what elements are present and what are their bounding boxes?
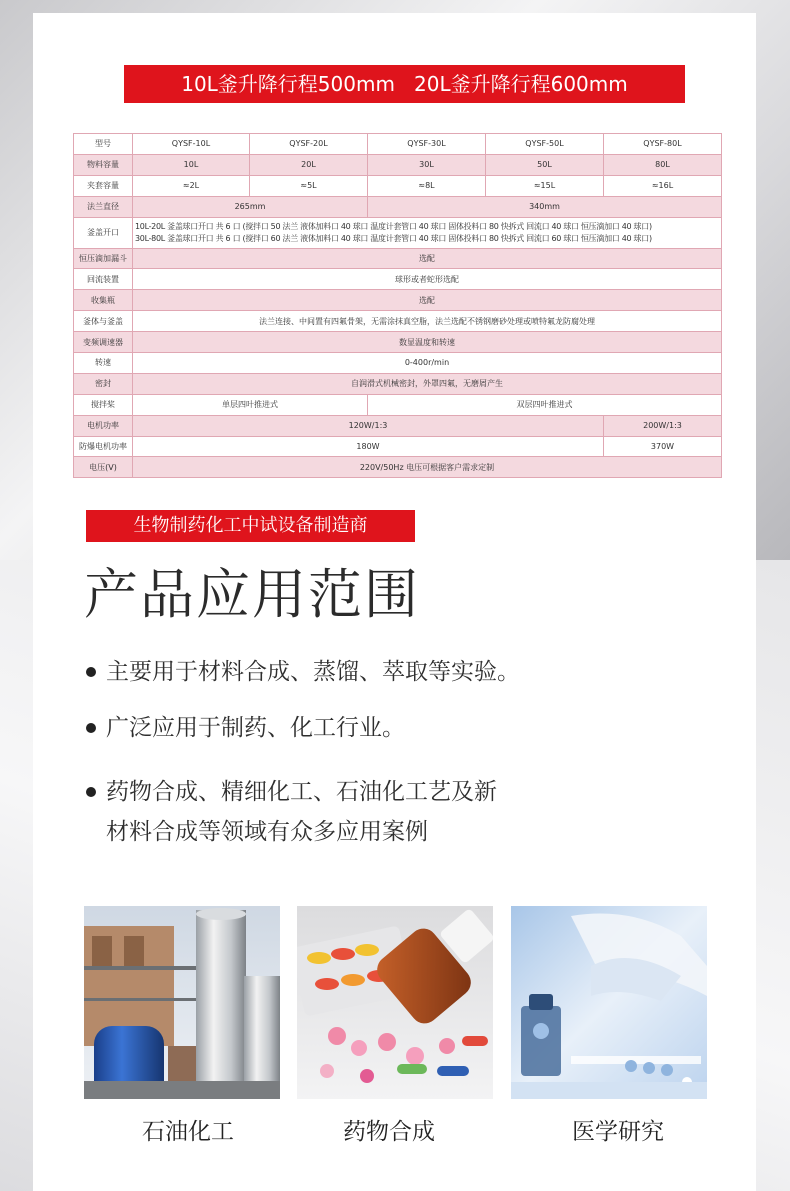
table-row [74, 217, 722, 248]
bullet-dot-icon [86, 787, 96, 797]
table-cell: 0-400r/min [133, 353, 722, 374]
row-label: 收集瓶 [74, 290, 133, 311]
table-cell: 80L [604, 154, 722, 175]
table-cell: ≈15L [486, 175, 604, 196]
table-row [74, 290, 722, 311]
table-row [74, 248, 722, 269]
row-label: 转速 [74, 353, 133, 374]
table-row [74, 196, 722, 217]
table-cell [133, 217, 722, 248]
row-label: 恒压滴加漏斗 [74, 248, 133, 269]
row-label: 变频调速器 [74, 332, 133, 353]
table-row [74, 332, 722, 353]
table-cell: 265mm [133, 196, 368, 217]
ports-line-2: 30L-80L 釜盖球口开口 共 6 口 (搅拌口 60 法兰 液体加料口 40 球口 温度计套管口 40 球口 固体投料口 80 快拆式 回流口 60 球口 恒压滴加口 40 球口) [135, 233, 652, 243]
row-label: 密封 [74, 373, 133, 394]
table-row [74, 373, 722, 394]
table-cell: QYSF-30L [368, 134, 486, 155]
table-cell: 200W/1:3 [604, 415, 722, 436]
row-label: 电压(V) [74, 457, 133, 478]
row-label: 夹套容量 [74, 175, 133, 196]
table-cell: ≈16L [604, 175, 722, 196]
manufacturer-tag: 生物制药化工中试设备制造商 [86, 510, 415, 542]
row-label: 釜体与釜盖 [74, 311, 133, 332]
table-row [74, 311, 722, 332]
lab-research-photo [511, 906, 707, 1099]
table-row [74, 394, 722, 415]
caption-medical-research: 医学研究 [572, 1119, 664, 1145]
section-title: 产品应用范围 [84, 563, 420, 626]
table-cell: 340mm [368, 196, 722, 217]
table-cell: QYSF-10L [133, 134, 250, 155]
row-label: 法兰直径 [74, 196, 133, 217]
table-cell: 数显温度和转速 [133, 332, 722, 353]
bullet-dot-icon [86, 723, 96, 733]
bullet-dot-icon [86, 667, 96, 677]
table-cell: 自润滑式机械密封，外罩四氟，无磨屑产生 [133, 373, 722, 394]
table-cell: 50L [486, 154, 604, 175]
table-cell: 180W [133, 436, 604, 457]
table-cell: 球形或者蛇形选配 [133, 269, 722, 290]
table-cell: 选配 [133, 290, 722, 311]
table-cell: 单层四叶推进式 [133, 394, 368, 415]
table-row [74, 175, 722, 196]
row-label: 电机功率 [74, 415, 133, 436]
table-cell: QYSF-80L [604, 134, 722, 155]
table-cell: 10L [133, 154, 250, 175]
table-cell: 法兰连接、中间置有四氟骨架，无需涂抹真空脂，法兰选配不锈钢磨砂处理或喷特氟龙防腐处理 [133, 311, 722, 332]
table-cell: 双层四叶推进式 [368, 394, 722, 415]
spec-table [73, 133, 722, 478]
row-label: 物料容量 [74, 154, 133, 175]
caption-petrochemical: 石油化工 [142, 1119, 234, 1145]
table-cell: 370W [604, 436, 722, 457]
ports-line-1: 10L-20L 釜盖球口开口 共 6 口 (搅拌口 50 法兰 液体加料口 40 球口 温度计套管口 40 球口 固体投料口 80 快拆式 回流口 40 球口 恒压滴加口 40 球口) [135, 221, 652, 231]
table-row [74, 154, 722, 175]
table-cell: ≈8L [368, 175, 486, 196]
table-cell: 20L [250, 154, 368, 175]
table-cell: 选配 [133, 248, 722, 269]
table-row [74, 457, 722, 478]
petrochemical-plant-photo [84, 906, 280, 1099]
table-cell: ≈5L [250, 175, 368, 196]
pills-photo [297, 906, 493, 1099]
row-label: 釜盖开口 [74, 217, 133, 248]
table-row [74, 415, 722, 436]
table-cell: QYSF-50L [486, 134, 604, 155]
table-cell: 30L [368, 154, 486, 175]
table-cell: 220V/50Hz 电压可根据客户需求定制 [133, 457, 722, 478]
row-label: 型号 [74, 134, 133, 155]
row-label: 搅拌桨 [74, 394, 133, 415]
table-row [74, 436, 722, 457]
table-cell: ≈2L [133, 175, 250, 196]
row-label: 回流装置 [74, 269, 133, 290]
table-cell: 120W/1:3 [133, 415, 604, 436]
stroke-banner: 10L釜升降行程500mm 20L釜升降行程600mm [124, 65, 685, 103]
table-cell: QYSF-20L [250, 134, 368, 155]
table-row [74, 134, 722, 155]
row-label: 防爆电机功率 [74, 436, 133, 457]
caption-drug-synthesis: 药物合成 [343, 1119, 435, 1145]
table-row [74, 269, 722, 290]
table-row [74, 353, 722, 374]
